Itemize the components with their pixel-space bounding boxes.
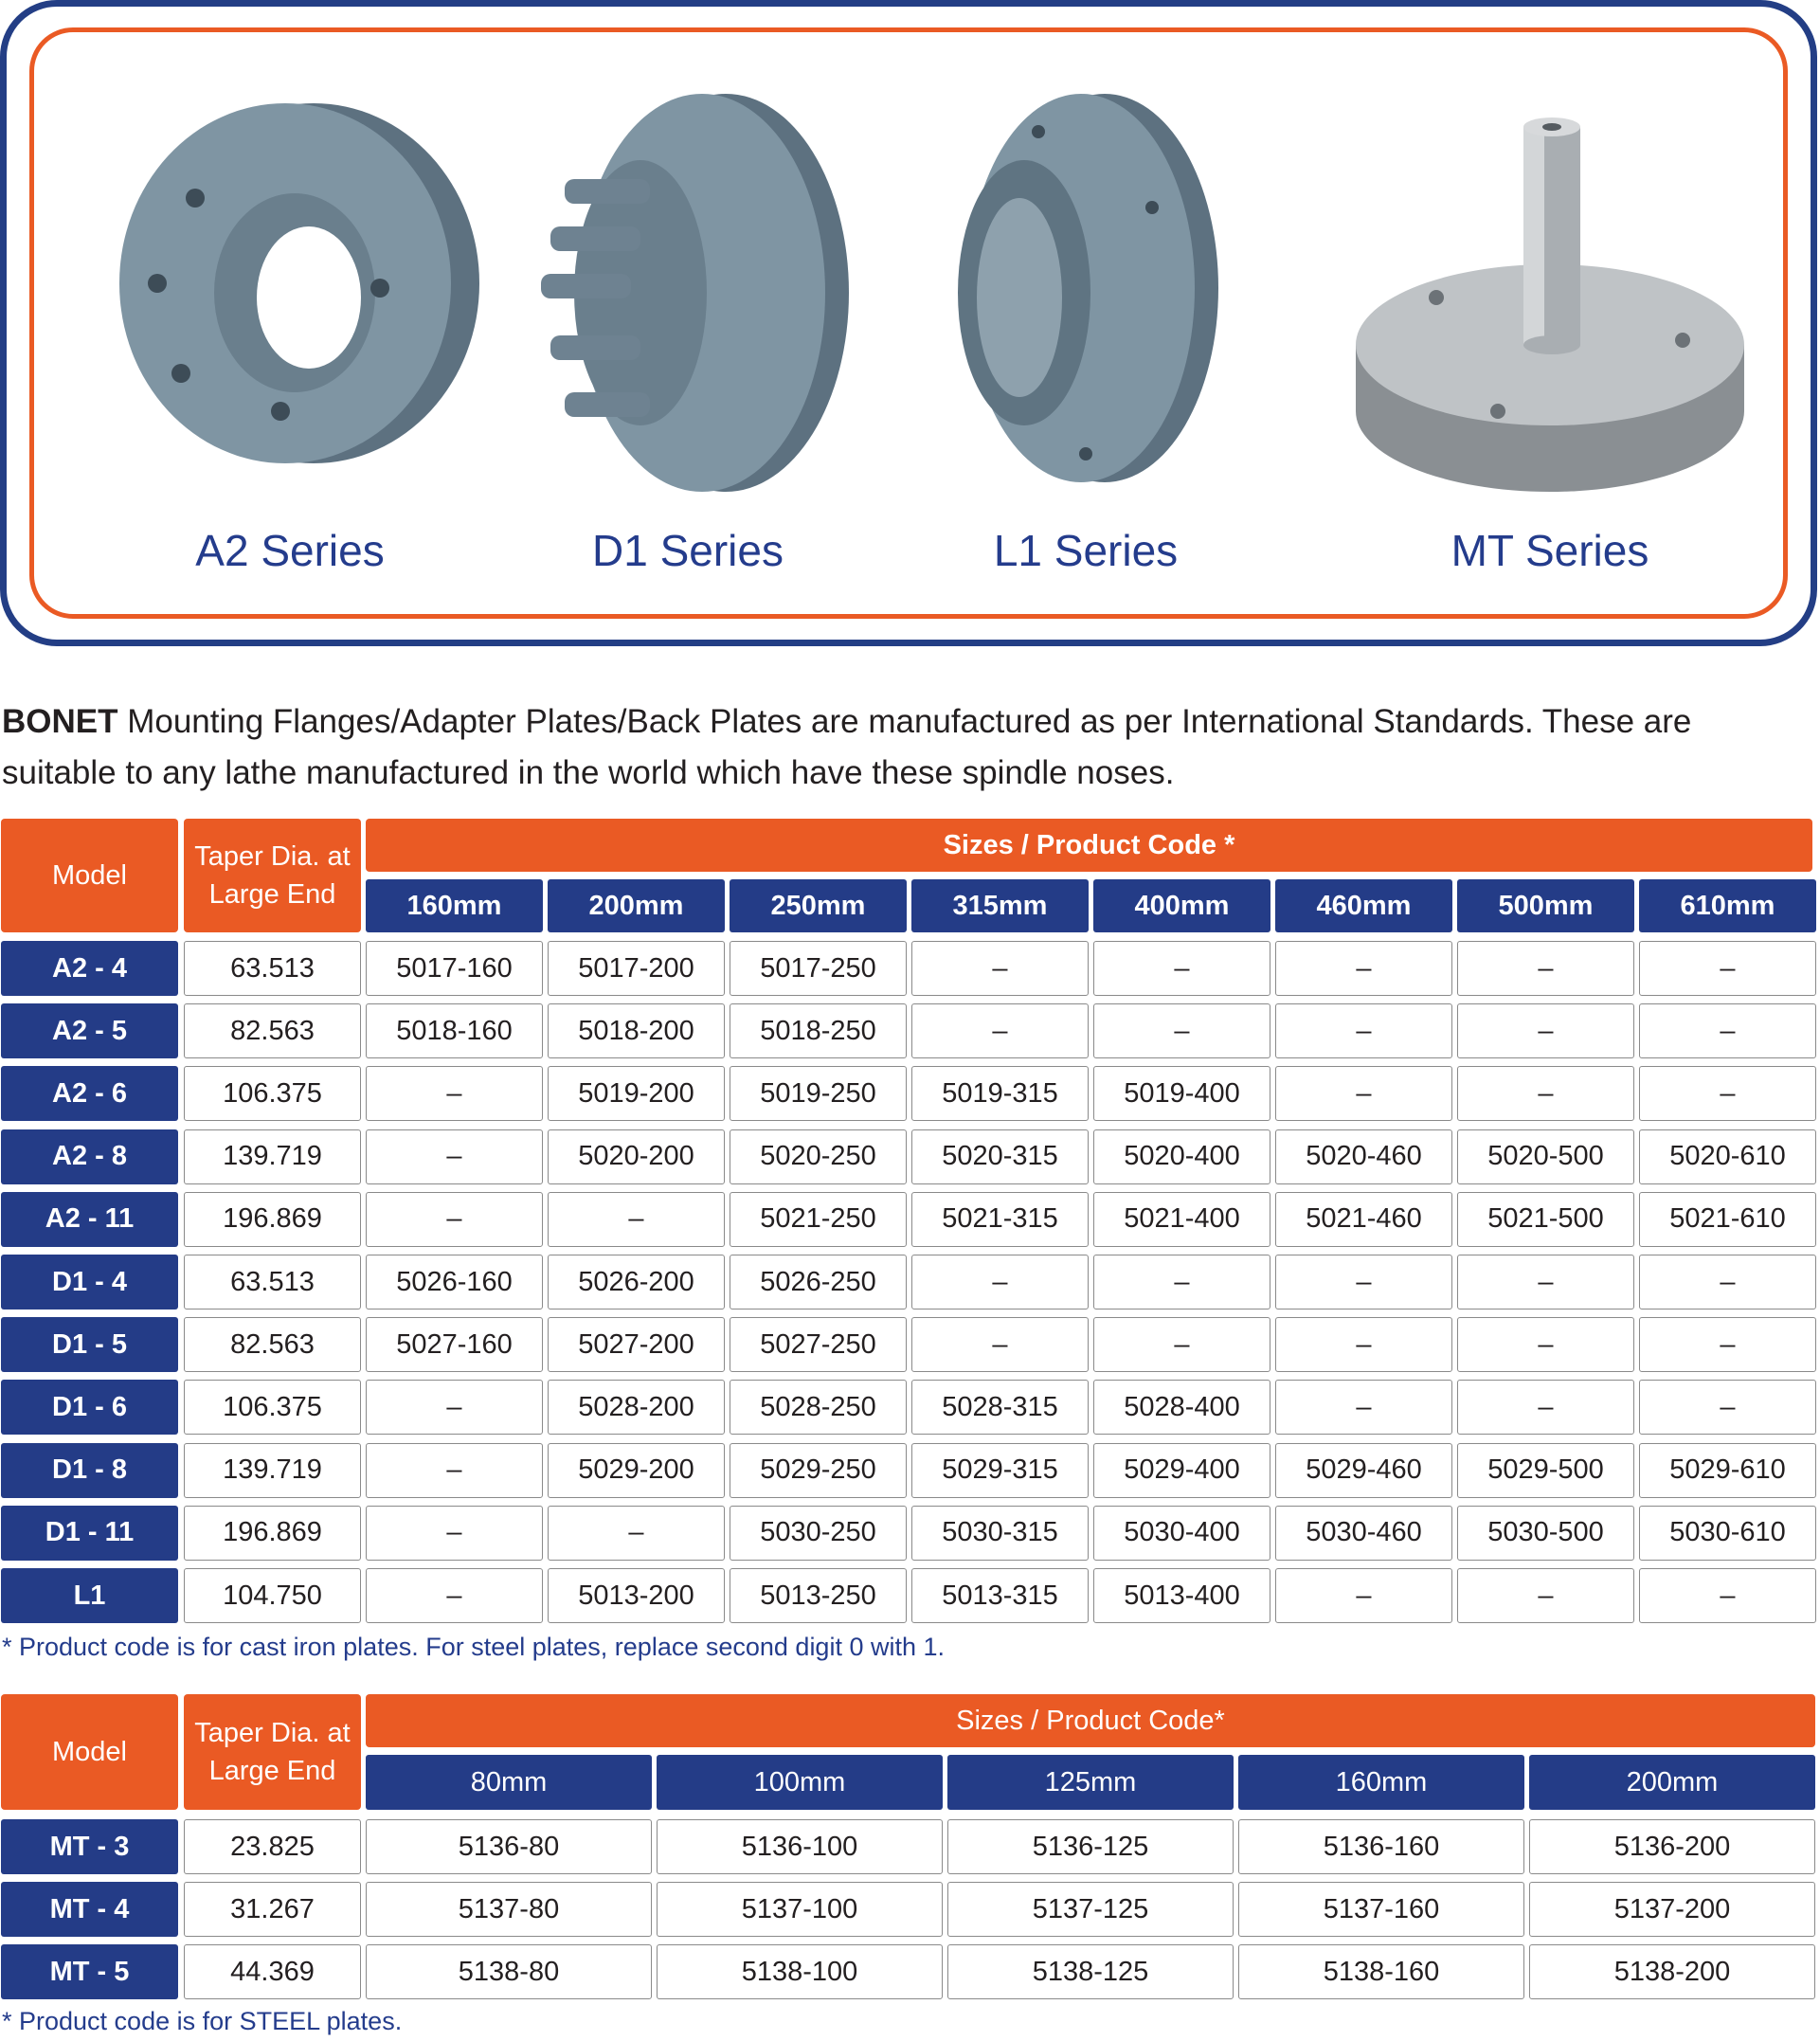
product-code-cell: – — [1275, 1317, 1452, 1372]
size-header: 160mm — [366, 879, 543, 932]
sizes-header: Sizes / Product Code * — [366, 819, 1812, 872]
product-code-cell: 5137-80 — [366, 1882, 652, 1937]
product-mt — [1342, 32, 1758, 620]
product-code-cell: – — [911, 1003, 1089, 1058]
product-code-cell: 5013-250 — [730, 1568, 907, 1623]
product-code-cell: 5136-160 — [1238, 1819, 1524, 1874]
taper-header: Taper Dia. at Large End — [184, 819, 361, 932]
intro-paragraph — [2, 696, 1793, 799]
product-code-cell: – — [1457, 1568, 1634, 1623]
product-code-cell: 5020-250 — [730, 1129, 907, 1184]
product-code-cell: – — [1275, 1255, 1452, 1309]
product-code-cell: 5138-80 — [366, 1944, 652, 1999]
product-code-cell: 5029-200 — [548, 1443, 725, 1498]
product-code-cell: 5020-315 — [911, 1129, 1089, 1184]
product-code-cell: 5030-315 — [911, 1506, 1089, 1561]
size-header: 250mm — [730, 879, 907, 932]
product-code-cell: – — [1457, 1255, 1634, 1309]
taper-cell: 44.369 — [184, 1944, 361, 1999]
product-a2 — [91, 32, 489, 620]
product-code-cell: 5020-610 — [1639, 1129, 1816, 1184]
product-code-cell: 5138-125 — [947, 1944, 1234, 1999]
taper-cell: 82.563 — [184, 1003, 361, 1058]
product-code-cell: 5136-100 — [657, 1819, 943, 1874]
model-cell: MT - 5 — [1, 1944, 178, 1999]
product-code-cell: 5137-100 — [657, 1882, 943, 1937]
l1-flange-image — [915, 89, 1256, 515]
taper-cell: 63.513 — [184, 941, 361, 996]
product-code-cell: – — [366, 1129, 543, 1184]
product-code-cell: – — [1639, 1380, 1816, 1435]
product-code-cell: 5136-80 — [366, 1819, 652, 1874]
product-code-cell: 5021-610 — [1639, 1192, 1816, 1247]
product-code-cell: 5017-200 — [548, 941, 725, 996]
product-code-cell: 5028-200 — [548, 1380, 725, 1435]
product-code-cell: 5018-250 — [730, 1003, 907, 1058]
product-code-cell: – — [1457, 1380, 1634, 1435]
size-header: 400mm — [1093, 879, 1270, 932]
product-code-cell: – — [366, 1506, 543, 1561]
product-code-cell: 5013-400 — [1093, 1568, 1270, 1623]
product-code-cell: 5026-160 — [366, 1255, 543, 1309]
a2-flange-image — [91, 89, 489, 515]
product-label-a2: A2 Series — [195, 526, 385, 575]
size-header: 125mm — [947, 1755, 1234, 1810]
product-code-cell: 5018-160 — [366, 1003, 543, 1058]
product-code-cell: 5136-125 — [947, 1819, 1234, 1874]
product-code-cell: 5137-200 — [1529, 1882, 1815, 1937]
product-code-cell: – — [1457, 1317, 1634, 1372]
size-header: 200mm — [1529, 1755, 1815, 1810]
product-code-cell: – — [911, 1255, 1089, 1309]
product-code-cell: – — [1093, 1255, 1270, 1309]
taper-cell: 139.719 — [184, 1129, 361, 1184]
product-code-cell: 5021-400 — [1093, 1192, 1270, 1247]
product-code-cell: – — [366, 1066, 543, 1121]
product-code-cell: 5028-315 — [911, 1380, 1089, 1435]
product-code-cell: – — [548, 1192, 725, 1247]
product-code-cell: – — [366, 1380, 543, 1435]
taper-cell: 104.750 — [184, 1568, 361, 1623]
product-code-cell: – — [1093, 941, 1270, 996]
product-label-d1: D1 Series — [592, 526, 784, 575]
model-cell: MT - 3 — [1, 1819, 178, 1874]
product-banner — [0, 0, 1817, 646]
taper-cell: 106.375 — [184, 1066, 361, 1121]
d1-flange-image — [508, 89, 868, 515]
taper-cell: 196.869 — [184, 1506, 361, 1561]
taper-cell: 63.513 — [184, 1255, 361, 1309]
product-code-cell: – — [911, 1317, 1089, 1372]
product-code-cell: 5030-460 — [1275, 1506, 1452, 1561]
size-header: 500mm — [1457, 879, 1634, 932]
product-code-cell: – — [1457, 1066, 1634, 1121]
table2-footnote: * Product code is for STEEL plates. — [2, 2007, 403, 2035]
model-cell: D1 - 11 — [1, 1506, 178, 1561]
product-code-cell: 5020-200 — [548, 1129, 725, 1184]
product-code-cell: – — [1457, 1003, 1634, 1058]
taper-cell: 196.869 — [184, 1192, 361, 1247]
product-code-cell: 5026-250 — [730, 1255, 907, 1309]
sizes-header: Sizes / Product Code* — [366, 1694, 1815, 1747]
taper-cell: 23.825 — [184, 1819, 361, 1874]
product-code-cell: 5136-200 — [1529, 1819, 1815, 1874]
taper-cell: 82.563 — [184, 1317, 361, 1372]
product-banner-inner — [29, 27, 1788, 619]
product-code-cell: 5019-315 — [911, 1066, 1089, 1121]
size-header: 160mm — [1238, 1755, 1524, 1810]
product-code-cell: – — [1275, 1380, 1452, 1435]
product-code-cell: – — [1639, 1255, 1816, 1309]
product-code-cell: 5019-200 — [548, 1066, 725, 1121]
product-code-cell: – — [1639, 1568, 1816, 1623]
taper-cell: 139.719 — [184, 1443, 361, 1498]
product-code-cell: 5020-500 — [1457, 1129, 1634, 1184]
product-code-cell: 5138-200 — [1529, 1944, 1815, 1999]
product-code-cell: – — [1093, 1317, 1270, 1372]
model-header: Model — [1, 1694, 178, 1810]
product-code-cell: 5138-160 — [1238, 1944, 1524, 1999]
product-code-cell: 5028-400 — [1093, 1380, 1270, 1435]
product-code-cell: – — [366, 1443, 543, 1498]
product-code-cell: – — [1093, 1003, 1270, 1058]
product-code-cell: – — [1275, 1568, 1452, 1623]
taper-cell: 31.267 — [184, 1882, 361, 1937]
taper-header: Taper Dia. at Large End — [184, 1694, 361, 1810]
product-code-cell: 5029-315 — [911, 1443, 1089, 1498]
product-code-cell: 5137-160 — [1238, 1882, 1524, 1937]
model-cell: D1 - 8 — [1, 1443, 178, 1498]
product-code-cell: 5021-315 — [911, 1192, 1089, 1247]
size-header: 200mm — [548, 879, 725, 932]
product-code-cell: 5027-250 — [730, 1317, 907, 1372]
product-code-cell: 5030-400 — [1093, 1506, 1270, 1561]
product-code-cell: 5021-250 — [730, 1192, 907, 1247]
model-header: Model — [1, 819, 178, 932]
model-cell: A2 - 5 — [1, 1003, 178, 1058]
product-code-cell: 5030-250 — [730, 1506, 907, 1561]
product-code-cell: – — [1457, 941, 1634, 996]
product-code-cell: – — [548, 1506, 725, 1561]
product-code-cell: 5020-400 — [1093, 1129, 1270, 1184]
mt-backplate-image — [1342, 89, 1758, 515]
product-code-cell: 5020-460 — [1275, 1129, 1452, 1184]
product-d1 — [508, 32, 868, 620]
product-code-cell: 5029-500 — [1457, 1443, 1634, 1498]
product-code-cell: – — [1639, 1317, 1816, 1372]
model-cell: A2 - 8 — [1, 1129, 178, 1184]
size-header: 80mm — [366, 1755, 652, 1810]
model-cell: A2 - 11 — [1, 1192, 178, 1247]
model-cell: D1 - 5 — [1, 1317, 178, 1372]
product-code-cell: 5013-200 — [548, 1568, 725, 1623]
product-code-cell: 5021-500 — [1457, 1192, 1634, 1247]
size-header: 100mm — [657, 1755, 943, 1810]
product-l1 — [915, 32, 1256, 620]
model-cell: D1 - 6 — [1, 1380, 178, 1435]
product-code-cell: – — [1639, 1066, 1816, 1121]
product-code-cell: 5019-250 — [730, 1066, 907, 1121]
product-code-cell: 5030-610 — [1639, 1506, 1816, 1561]
product-code-cell: – — [911, 941, 1089, 996]
product-code-cell: 5027-200 — [548, 1317, 725, 1372]
taper-cell: 106.375 — [184, 1380, 361, 1435]
product-code-cell: – — [366, 1568, 543, 1623]
product-code-cell: 5019-400 — [1093, 1066, 1270, 1121]
product-code-cell: 5029-250 — [730, 1443, 907, 1498]
product-code-cell: – — [366, 1192, 543, 1247]
product-code-cell: 5029-610 — [1639, 1443, 1816, 1498]
product-code-cell: 5137-125 — [947, 1882, 1234, 1937]
product-code-cell: 5017-250 — [730, 941, 907, 996]
product-code-cell: 5018-200 — [548, 1003, 725, 1058]
product-code-cell: 5021-460 — [1275, 1192, 1452, 1247]
model-cell: L1 — [1, 1568, 178, 1623]
product-code-cell: 5028-250 — [730, 1380, 907, 1435]
product-code-cell: 5138-100 — [657, 1944, 943, 1999]
product-code-cell: – — [1275, 941, 1452, 996]
product-code-cell: 5029-400 — [1093, 1443, 1270, 1498]
model-cell: MT - 4 — [1, 1882, 178, 1937]
product-label-mt: MT Series — [1451, 526, 1649, 575]
product-code-cell: 5026-200 — [548, 1255, 725, 1309]
product-label-l1: L1 Series — [993, 526, 1179, 575]
product-code-cell: 5027-160 — [366, 1317, 543, 1372]
intro-text: Mounting Flanges/Adapter Plates/Back Plates are manufactured as per International Standards. These are suitable to any lathe manufactured in the world which have these spindle noses. — [2, 703, 1692, 791]
product-code-cell: – — [1275, 1003, 1452, 1058]
brand-name: BONET — [2, 703, 118, 740]
product-code-cell: 5017-160 — [366, 941, 543, 996]
model-cell: A2 - 6 — [1, 1066, 178, 1121]
product-code-cell: 5029-460 — [1275, 1443, 1452, 1498]
table1-footnote: * Product code is for cast iron plates. For steel plates, replace second digit 0 with 1. — [2, 1633, 946, 1661]
model-cell: A2 - 4 — [1, 941, 178, 996]
product-code-cell: 5013-315 — [911, 1568, 1089, 1623]
model-cell: D1 - 4 — [1, 1255, 178, 1309]
size-header: 610mm — [1639, 879, 1816, 932]
product-code-cell: – — [1639, 941, 1816, 996]
product-code-cell: 5030-500 — [1457, 1506, 1634, 1561]
size-header: 460mm — [1275, 879, 1452, 932]
product-code-cell: – — [1639, 1003, 1816, 1058]
size-header: 315mm — [911, 879, 1089, 932]
product-code-cell: – — [1275, 1066, 1452, 1121]
